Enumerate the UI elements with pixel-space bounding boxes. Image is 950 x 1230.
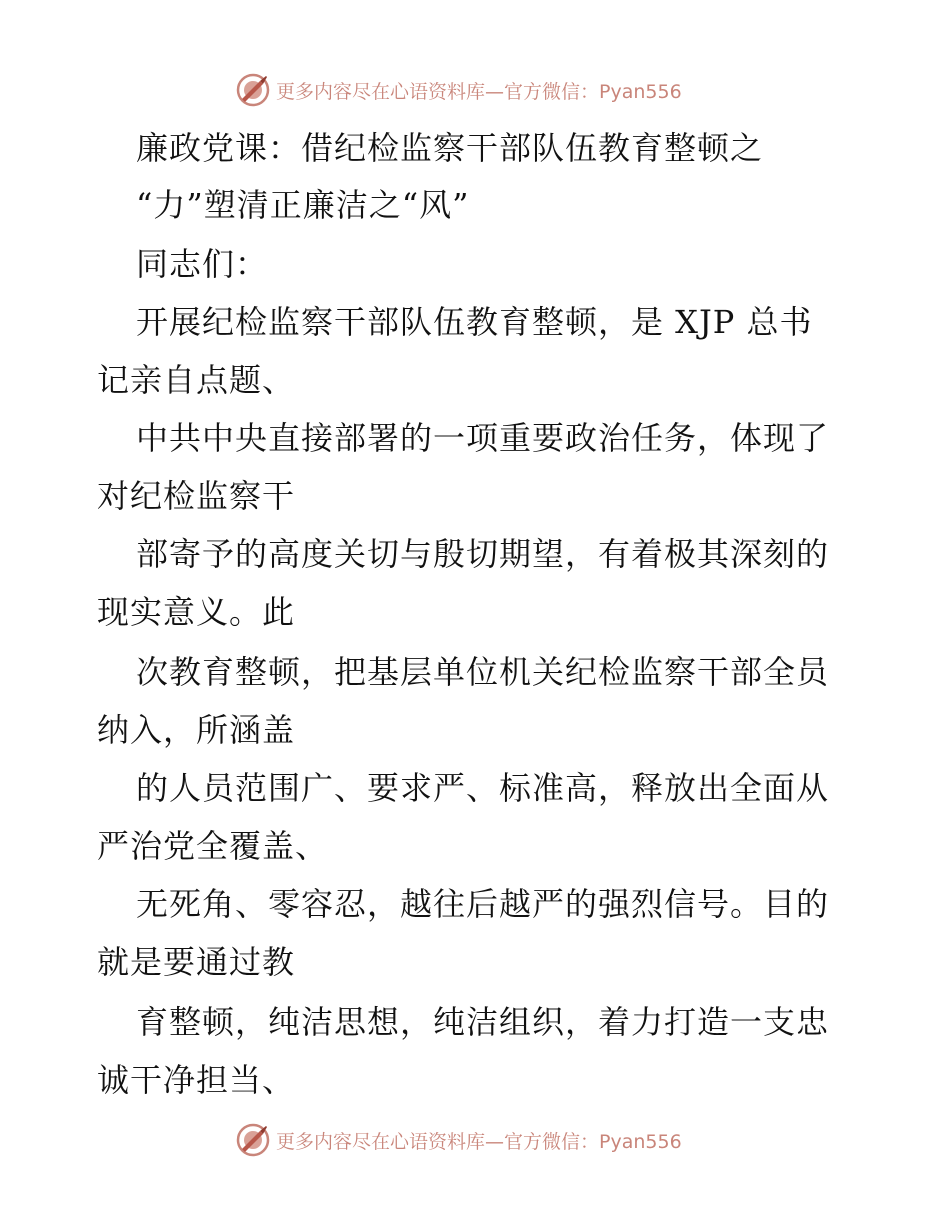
document-title-line-1: 廉政党课：借纪检监察干部队伍教育整顿之 bbox=[136, 129, 764, 167]
footer-watermark-text: 更多内容尽在心语资料库—官方微信：Pyan556 bbox=[276, 1130, 682, 1153]
footer-watermark-banner bbox=[236, 1122, 682, 1158]
paragraph-line: 开展纪检监察干部队伍教育整顿，是 XJP 总书 bbox=[136, 303, 813, 341]
paragraph-line: 记亲自点题、 bbox=[97, 361, 296, 399]
paragraph-line: 纳入，所涵盖 bbox=[97, 711, 296, 749]
paragraph-line: 中共中央直接部署的一项重要政治任务，体现了 bbox=[136, 419, 830, 457]
paragraph-line: 诚干净担当、 bbox=[97, 1061, 296, 1099]
paragraph-line: 就是要通过教 bbox=[97, 943, 296, 981]
header-watermark-text: 更多内容尽在心语资料库—官方微信：Pyan556 bbox=[276, 80, 682, 103]
paragraph-line: 的人员范围广、要求严、标准高，释放出全面从 bbox=[136, 769, 830, 807]
paragraph-line: 现实意义。此 bbox=[97, 593, 296, 631]
quill-pen-logo-icon bbox=[236, 1123, 270, 1157]
document-title-line-2: “力”塑清正廉洁之“风” bbox=[136, 186, 470, 224]
paragraph-line: 严治党全覆盖、 bbox=[97, 827, 329, 865]
paragraph-line: 次教育整顿，把基层单位机关纪检监察干部全员 bbox=[136, 653, 830, 691]
paragraph-line: 育整顿，纯洁思想，纯洁组织，着力打造一支忠 bbox=[136, 1003, 830, 1041]
paragraph-line: 无死角、零容忍，越往后越严的强烈信号。目的 bbox=[136, 885, 830, 923]
paragraph-line: 对纪检监察干 bbox=[97, 477, 296, 515]
paragraph-line: 部寄予的高度关切与殷切期望，有着极其深刻的 bbox=[136, 535, 830, 573]
salutation: 同志们： bbox=[136, 245, 269, 283]
